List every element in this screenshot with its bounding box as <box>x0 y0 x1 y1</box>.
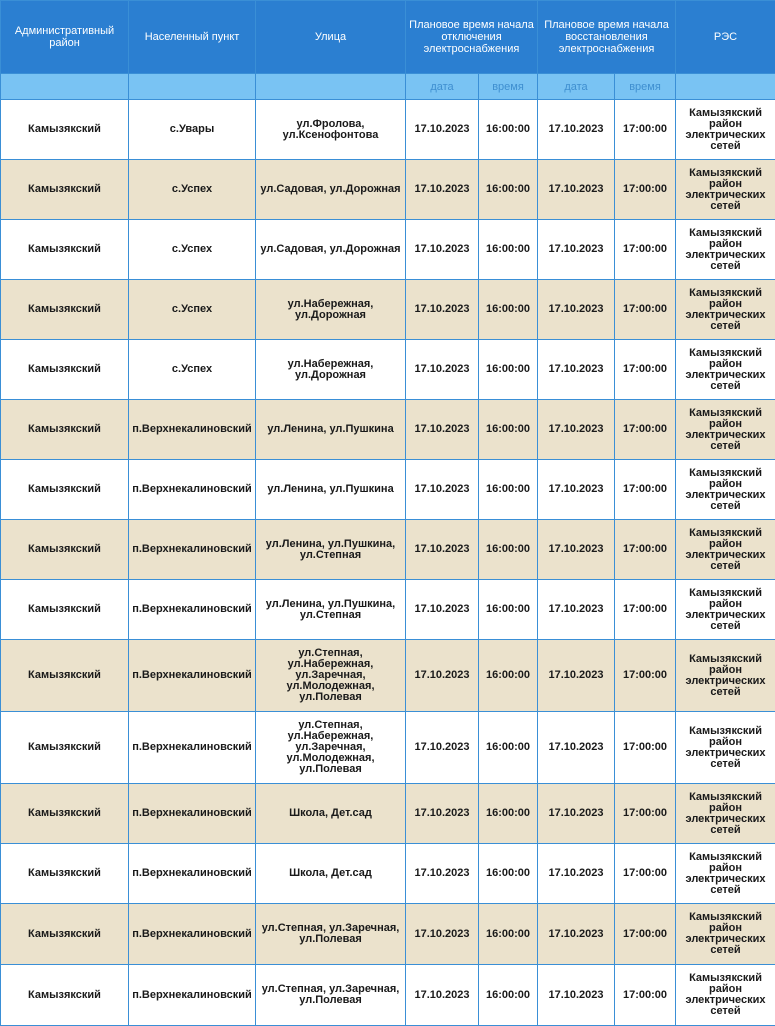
table-row <box>1 460 775 520</box>
cell-district: Камызякский <box>1 280 129 340</box>
col-on-time-header: Плановое время начала восстановления электроснабжения <box>538 1 676 74</box>
table-row <box>1 220 775 280</box>
cell-district: Камызякский <box>1 400 129 460</box>
table-body <box>1 100 775 1026</box>
table-row <box>1 965 775 1026</box>
cell-res: Камызякский район электрических сетей <box>676 460 775 520</box>
cell-on-time: 17:00:00 <box>615 100 676 160</box>
cell-settlement: п.Верхнекалиновский <box>129 460 256 520</box>
cell-settlement: п.Верхнекалиновский <box>129 520 256 580</box>
cell-settlement: с.Успех <box>129 280 256 340</box>
cell-res: Камызякский район электрических сетей <box>676 100 775 160</box>
cell-off-time: 16:00:00 <box>479 460 538 520</box>
cell-settlement: п.Верхнекалиновский <box>129 400 256 460</box>
cell-res: Камызякский район электрических сетей <box>676 400 775 460</box>
cell-on-time: 17:00:00 <box>615 784 676 844</box>
table-row <box>1 580 775 640</box>
cell-on-time: 17:00:00 <box>615 904 676 965</box>
cell-on-date: 17.10.2023 <box>538 580 615 640</box>
col-street-header: Улица <box>256 1 406 74</box>
cell-street: ул.Садовая, ул.Дорожная <box>256 220 406 280</box>
cell-on-time: 17:00:00 <box>615 712 676 784</box>
cell-on-date: 17.10.2023 <box>538 340 615 400</box>
cell-district: Камызякский <box>1 520 129 580</box>
cell-on-date: 17.10.2023 <box>538 160 615 220</box>
cell-on-time: 17:00:00 <box>615 220 676 280</box>
cell-off-time: 16:00:00 <box>479 160 538 220</box>
cell-street: ул.Степная, ул.Набережная, ул.Заречная, ул.Молодежная, ул.Полевая <box>256 712 406 784</box>
cell-street: ул.Ленина, ул.Пушкина, ул.Степная <box>256 520 406 580</box>
cell-on-date: 17.10.2023 <box>538 965 615 1026</box>
cell-off-date: 17.10.2023 <box>406 100 479 160</box>
col-off-time-header: Плановое время начала отключения электроснабжения <box>406 1 538 74</box>
cell-res: Камызякский район электрических сетей <box>676 580 775 640</box>
cell-res: Камызякский район электрических сетей <box>676 220 775 280</box>
cell-off-time: 16:00:00 <box>479 340 538 400</box>
cell-on-date: 17.10.2023 <box>538 640 615 712</box>
cell-district: Камызякский <box>1 712 129 784</box>
cell-off-date: 17.10.2023 <box>406 220 479 280</box>
cell-settlement: с.Успех <box>129 220 256 280</box>
cell-on-date: 17.10.2023 <box>538 520 615 580</box>
cell-off-date: 17.10.2023 <box>406 712 479 784</box>
cell-street: ул.Степная, ул.Заречная, ул.Полевая <box>256 904 406 965</box>
cell-res: Камызякский район электрических сетей <box>676 160 775 220</box>
cell-on-date: 17.10.2023 <box>538 220 615 280</box>
cell-on-time: 17:00:00 <box>615 965 676 1026</box>
cell-off-time: 16:00:00 <box>479 784 538 844</box>
col-res-header: РЭС <box>676 1 775 74</box>
table-row <box>1 640 775 712</box>
cell-off-time: 16:00:00 <box>479 965 538 1026</box>
table-row <box>1 784 775 844</box>
cell-street: ул.Степная, ул.Набережная, ул.Заречная, ул.Молодежная, ул.Полевая <box>256 640 406 712</box>
cell-on-time: 17:00:00 <box>615 460 676 520</box>
cell-settlement: п.Верхнекалиновский <box>129 965 256 1026</box>
cell-off-date: 17.10.2023 <box>406 844 479 904</box>
cell-street: ул.Ленина, ул.Пушкина <box>256 400 406 460</box>
cell-street: ул.Фролова, ул.Ксенофонтова <box>256 100 406 160</box>
table-row <box>1 340 775 400</box>
cell-off-time: 16:00:00 <box>479 100 538 160</box>
cell-off-date: 17.10.2023 <box>406 460 479 520</box>
cell-off-time: 16:00:00 <box>479 712 538 784</box>
cell-off-time: 16:00:00 <box>479 520 538 580</box>
cell-off-date: 17.10.2023 <box>406 520 479 580</box>
cell-district: Камызякский <box>1 580 129 640</box>
cell-off-date: 17.10.2023 <box>406 340 479 400</box>
cell-off-time: 16:00:00 <box>479 640 538 712</box>
cell-street: Школа, Дет.сад <box>256 844 406 904</box>
cell-on-date: 17.10.2023 <box>538 100 615 160</box>
table-row <box>1 520 775 580</box>
col-district-header: Административный район <box>1 1 129 74</box>
cell-street: ул.Набережная, ул.Дорожная <box>256 280 406 340</box>
table-row <box>1 844 775 904</box>
cell-district: Камызякский <box>1 784 129 844</box>
col-settlement-header: Населенный пункт <box>129 1 256 74</box>
subheader-row <box>1 74 775 100</box>
cell-on-time: 17:00:00 <box>615 280 676 340</box>
cell-settlement: п.Верхнекалиновский <box>129 844 256 904</box>
cell-on-date: 17.10.2023 <box>538 904 615 965</box>
cell-settlement: п.Верхнекалиновский <box>129 784 256 844</box>
on-time-subheader: время <box>615 74 676 100</box>
cell-street: ул.Садовая, ул.Дорожная <box>256 160 406 220</box>
cell-settlement: с.Успех <box>129 340 256 400</box>
cell-district: Камызякский <box>1 460 129 520</box>
cell-street: ул.Ленина, ул.Пушкина <box>256 460 406 520</box>
table-row <box>1 904 775 965</box>
cell-res: Камызякский район электрических сетей <box>676 904 775 965</box>
cell-res: Камызякский район электрических сетей <box>676 844 775 904</box>
cell-off-date: 17.10.2023 <box>406 784 479 844</box>
cell-settlement: с.Увары <box>129 100 256 160</box>
cell-res: Камызякский район электрических сетей <box>676 340 775 400</box>
cell-settlement: п.Верхнекалиновский <box>129 904 256 965</box>
cell-street: ул.Набережная, ул.Дорожная <box>256 340 406 400</box>
cell-street: Школа, Дет.сад <box>256 784 406 844</box>
cell-on-date: 17.10.2023 <box>538 460 615 520</box>
cell-on-date: 17.10.2023 <box>538 784 615 844</box>
cell-district: Камызякский <box>1 965 129 1026</box>
cell-off-time: 16:00:00 <box>479 400 538 460</box>
cell-district: Камызякский <box>1 100 129 160</box>
cell-off-date: 17.10.2023 <box>406 965 479 1026</box>
cell-off-date: 17.10.2023 <box>406 904 479 965</box>
cell-res: Камызякский район электрических сетей <box>676 640 775 712</box>
cell-settlement: с.Успех <box>129 160 256 220</box>
table-row <box>1 280 775 340</box>
cell-res: Камызякский район электрических сетей <box>676 712 775 784</box>
cell-on-time: 17:00:00 <box>615 580 676 640</box>
cell-off-time: 16:00:00 <box>479 904 538 965</box>
cell-street: ул.Ленина, ул.Пушкина, ул.Степная <box>256 580 406 640</box>
cell-on-date: 17.10.2023 <box>538 844 615 904</box>
cell-settlement: п.Верхнекалиновский <box>129 580 256 640</box>
cell-district: Камызякский <box>1 160 129 220</box>
cell-on-date: 17.10.2023 <box>538 712 615 784</box>
cell-on-time: 17:00:00 <box>615 520 676 580</box>
cell-on-time: 17:00:00 <box>615 340 676 400</box>
cell-off-date: 17.10.2023 <box>406 400 479 460</box>
on-date-subheader: дата <box>538 74 615 100</box>
cell-on-time: 17:00:00 <box>615 844 676 904</box>
table-row <box>1 160 775 220</box>
cell-off-time: 16:00:00 <box>479 580 538 640</box>
cell-off-date: 17.10.2023 <box>406 160 479 220</box>
cell-on-time: 17:00:00 <box>615 400 676 460</box>
cell-res: Камызякский район электрических сетей <box>676 280 775 340</box>
cell-street: ул.Степная, ул.Заречная, ул.Полевая <box>256 965 406 1026</box>
cell-off-date: 17.10.2023 <box>406 640 479 712</box>
cell-off-time: 16:00:00 <box>479 280 538 340</box>
cell-district: Камызякский <box>1 904 129 965</box>
cell-off-time: 16:00:00 <box>479 844 538 904</box>
off-date-subheader: дата <box>406 74 479 100</box>
cell-res: Камызякский район электрических сетей <box>676 520 775 580</box>
cell-on-time: 17:00:00 <box>615 160 676 220</box>
table-row <box>1 100 775 160</box>
cell-on-date: 17.10.2023 <box>538 280 615 340</box>
cell-off-date: 17.10.2023 <box>406 280 479 340</box>
cell-district: Камызякский <box>1 640 129 712</box>
off-time-subheader: время <box>479 74 538 100</box>
cell-res: Камызякский район электрических сетей <box>676 784 775 844</box>
cell-settlement: п.Верхнекалиновский <box>129 640 256 712</box>
cell-district: Камызякский <box>1 220 129 280</box>
table-row <box>1 712 775 784</box>
cell-on-date: 17.10.2023 <box>538 400 615 460</box>
cell-settlement: п.Верхнекалиновский <box>129 712 256 784</box>
cell-district: Камызякский <box>1 844 129 904</box>
cell-off-time: 16:00:00 <box>479 220 538 280</box>
cell-on-time: 17:00:00 <box>615 640 676 712</box>
table-row <box>1 400 775 460</box>
cell-res: Камызякский район электрических сетей <box>676 965 775 1026</box>
cell-off-date: 17.10.2023 <box>406 580 479 640</box>
cell-district: Камызякский <box>1 340 129 400</box>
header-row <box>1 1 775 74</box>
